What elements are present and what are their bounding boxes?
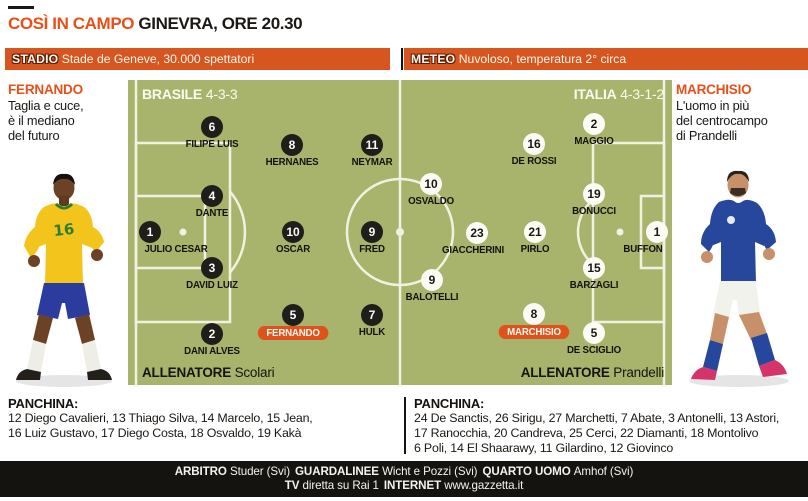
meteo-value: Nuvoloso, temperatura 2° circa [458, 52, 627, 66]
bar-divider [401, 48, 403, 70]
player-number: 19 [583, 183, 605, 205]
svg-text:16: 16 [52, 219, 76, 240]
away-team-label [574, 86, 664, 102]
player-number: 8 [523, 303, 545, 325]
player-name: JULIO CESAR [144, 244, 208, 255]
player-name: FRED [359, 244, 385, 255]
player-name-highlighted: FERNANDO [258, 326, 328, 340]
player-number: 15 [583, 257, 605, 279]
player-number: 10 [282, 221, 304, 243]
player-number: 11 [361, 134, 383, 156]
bench-away-line1: 24 De Sanctis, 26 Sirigu, 27 Marchetti, 7 Abate, 3 Antonelli, 13 Astori, [414, 411, 780, 425]
player-number: 10 [420, 173, 442, 195]
bench-away-title: PANCHINA: [414, 396, 485, 411]
left-sidebar-line2: è il mediano [8, 113, 75, 128]
player-name: HULK [358, 327, 386, 338]
player-number: 2 [583, 113, 605, 135]
player-number: 1 [646, 221, 668, 243]
right-sidebar-title: MARCHISIO [676, 82, 752, 97]
bench-away-line3: 6 Poli, 14 El Shaarawy, 11 Gilardino, 12 Giovinco [414, 441, 674, 455]
player-number: 2 [201, 323, 223, 345]
player-name: DANTE [195, 208, 229, 219]
player-name: NEYMAR [351, 157, 393, 168]
away-team-name: ITALIA [573, 86, 617, 102]
bench-home-line2: 16 Luiz Gustavo, 17 Diego Costa, 18 Osvaldo, 19 Kakà [8, 426, 302, 440]
away-coach [521, 365, 664, 380]
quarto-uomo-label: QUARTO UOMO [482, 465, 571, 478]
player-name: GIACCHERINI [442, 245, 504, 256]
stadio-label: STADIO [12, 52, 59, 66]
footer-broadcast-line [0, 479, 808, 493]
player-name: BUFFON [623, 244, 663, 255]
bench-home-title: PANCHINA: [8, 396, 79, 411]
player-number: 3 [201, 257, 223, 279]
player-number: 7 [361, 304, 383, 326]
player-number: 9 [361, 221, 383, 243]
arbitro-value: Studer (Svi) [229, 465, 290, 478]
home-team-name: BRASILE [142, 86, 203, 102]
guardalinee-label: GUARDALINEE [295, 465, 379, 478]
right-sidebar-text [676, 98, 768, 143]
page-title [8, 14, 302, 34]
bench-away [414, 396, 779, 456]
away-formation: 4-3-1-2 [620, 86, 664, 102]
stadio-value: Stade de Geneve, 30.000 spettatori [61, 52, 255, 66]
player-number: 5 [282, 304, 304, 326]
player-number: 9 [421, 269, 443, 291]
player-number: 21 [524, 221, 546, 243]
bench-divider [404, 397, 406, 454]
home-formation: 4-3-3 [205, 86, 238, 102]
player-name: HERNANES [265, 157, 319, 168]
home-team-label [142, 86, 237, 102]
player-number: 16 [523, 133, 545, 155]
page-title-highlight: COSÌ IN CAMPO [8, 14, 135, 33]
right-sidebar-line2: del centrocampo [676, 113, 768, 128]
player-name: DAVID LUIZ [186, 280, 238, 291]
home-coach [142, 365, 274, 380]
internet-label: INTERNET [383, 479, 442, 492]
player-number: 5 [583, 322, 605, 344]
tv-label: TV [284, 479, 300, 492]
bench-home [8, 396, 313, 441]
player-name: FILIPE LUIS [185, 139, 239, 150]
bench-home-line1: 12 Diego Cavalieri, 13 Thiago Silva, 14 Marcelo, 15 Jean, [8, 411, 313, 425]
home-coach-label: ALLENATORE [142, 365, 231, 380]
left-sidebar-title: FERNANDO [8, 82, 83, 97]
player-name: PIRLO [520, 244, 550, 255]
player-name: DANI ALVES [184, 346, 240, 357]
meteo-label: METEO [411, 52, 456, 66]
player-number: 23 [466, 222, 488, 244]
arbitro-label: ARBITRO [174, 465, 227, 478]
guardalinee-value: Wicht e Pozzi (Svi) [382, 465, 478, 478]
footer-officials-line [0, 465, 808, 479]
player-number: 8 [281, 134, 303, 156]
page-title-venue: GINEVRA, ORE 20.30 [138, 14, 303, 33]
tv-value: diretta su Rai 1 [302, 479, 379, 492]
player-name: MAGGIO [574, 136, 614, 147]
player-number: 6 [201, 116, 223, 138]
player-name-highlighted: MARCHISIO [499, 325, 570, 339]
bench-away-line2: 17 Ranocchia, 20 Candreva, 25 Cerci, 22 Diamanti, 18 Montolivo [414, 426, 759, 440]
left-sidebar-line1: Taglia e cuce, [8, 98, 84, 113]
player-name: BONUCCI [572, 206, 616, 217]
player-number: 4 [201, 185, 223, 207]
quarto-uomo-value: Amhof (Svi) [573, 465, 634, 478]
away-coach-name: Prandelli [613, 365, 664, 380]
player-name: DE SCIGLIO [566, 345, 622, 356]
right-sidebar-line3: di Prandelli [676, 128, 737, 143]
left-sidebar-text [8, 98, 83, 143]
meteo-bar [404, 48, 808, 70]
player-name: DE ROSSI [511, 156, 557, 167]
player-number: 1 [139, 221, 161, 243]
player-name: OSCAR [275, 244, 311, 255]
marchisio-photo [663, 168, 808, 393]
internet-url: www.gazzetta.it [444, 479, 524, 492]
stadio-bar [5, 48, 390, 70]
top-rule [8, 6, 34, 9]
pitch [128, 80, 672, 385]
player-name: BARZAGLI [569, 280, 619, 291]
footer-bar [0, 461, 808, 497]
player-name: OSVALDO [408, 196, 454, 207]
left-sidebar-line3: del futuro [8, 128, 60, 143]
away-coach-label: ALLENATORE [520, 365, 610, 380]
home-coach-name: Scolari [234, 365, 275, 380]
fernando-photo [0, 172, 136, 392]
player-name: BALOTELLI [405, 292, 459, 303]
right-sidebar-line1: L'uomo in più [676, 98, 750, 113]
